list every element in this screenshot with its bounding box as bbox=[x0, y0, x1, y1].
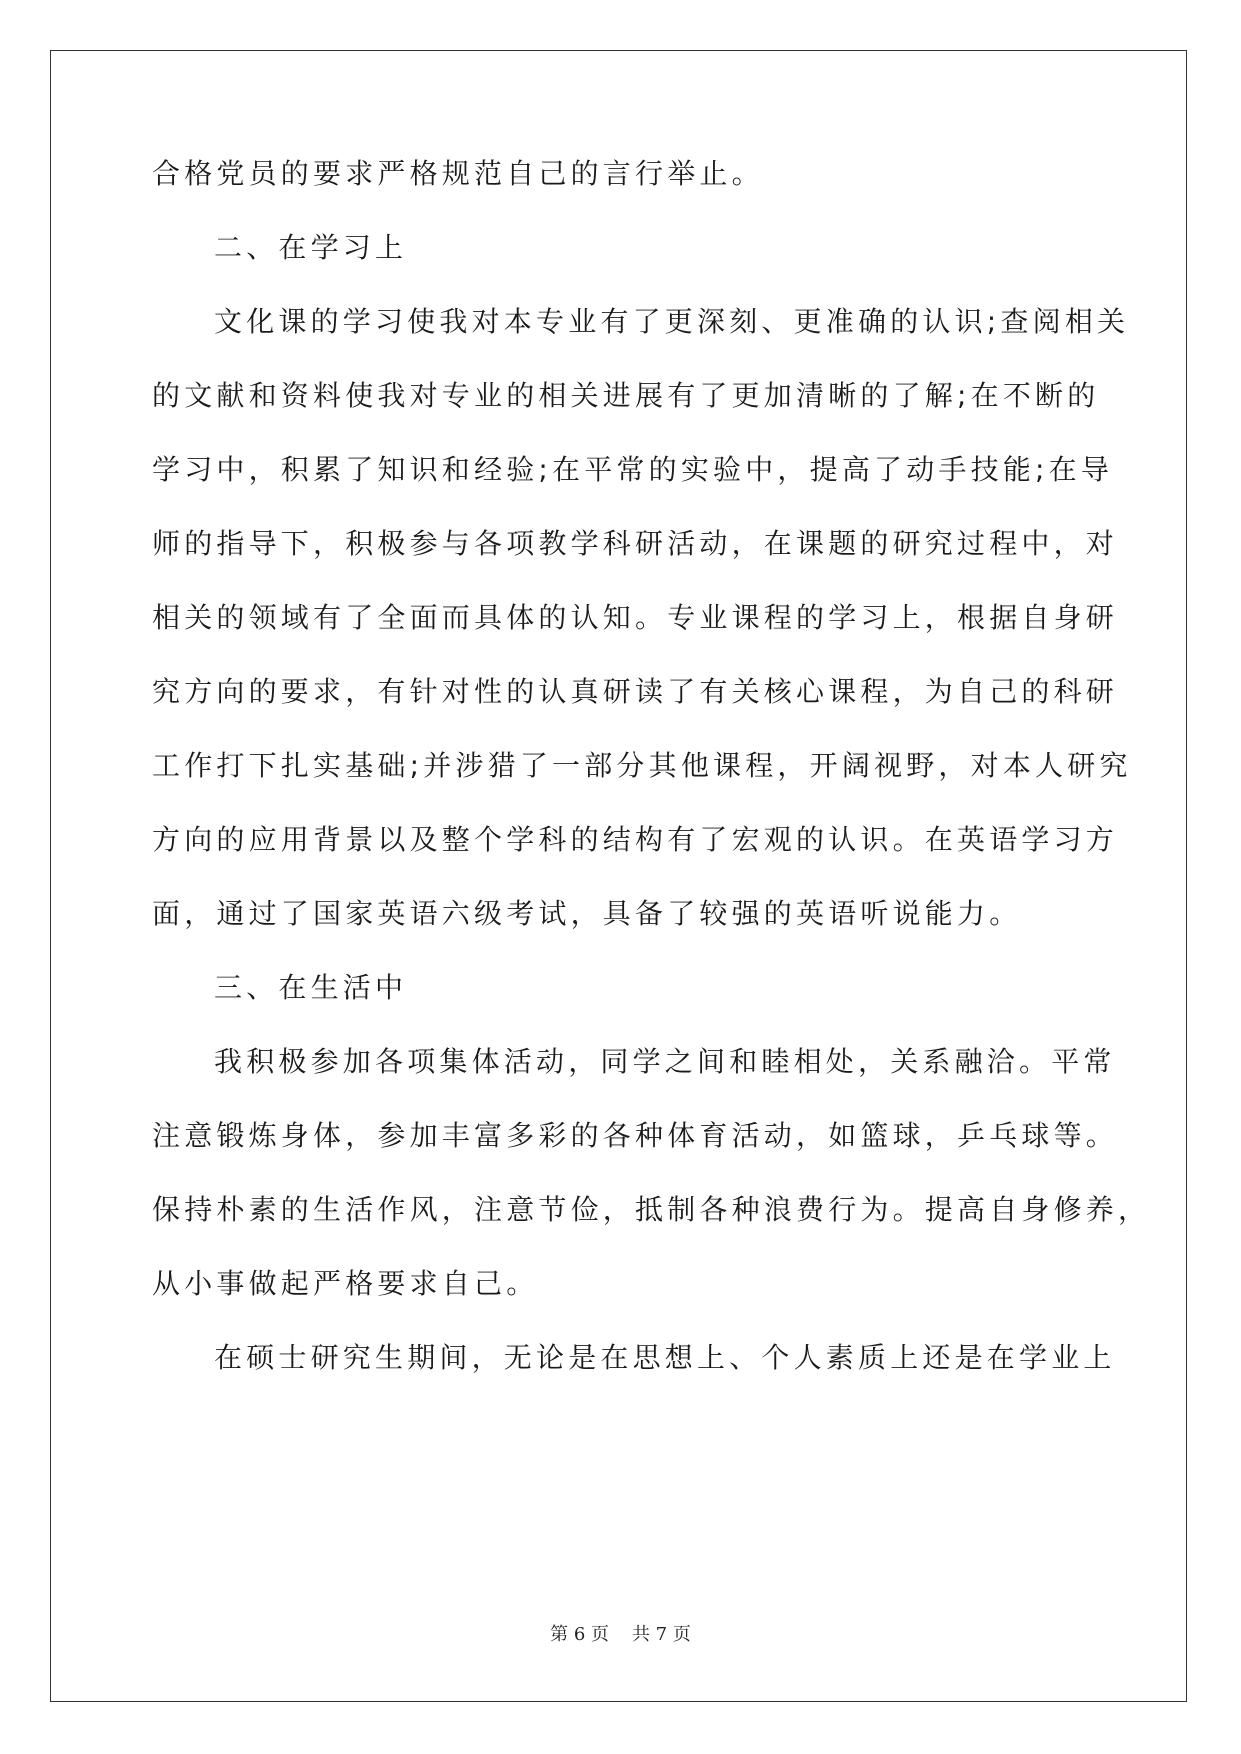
paragraph-line: 在硕士研究生期间，无论是在思想上、个人素质上还是在学业上 bbox=[214, 1341, 1116, 1374]
paragraph-line: 从小事做起严格要求自己。 bbox=[152, 1267, 539, 1300]
paragraph-line: 工作打下扎实基础;并涉猎了一部分其他课程，开阔视野，对本人研究 bbox=[152, 749, 1132, 782]
paragraph-line: 学习中，积累了知识和经验;在平常的实验中，提高了动手技能;在导 bbox=[152, 453, 1114, 486]
page-footer bbox=[0, 1620, 1241, 1646]
paragraph-line: 方向的应用背景以及整个学科的结构有了宏观的认识。在英语学习方 bbox=[152, 823, 1119, 856]
paragraph-line: 注意锻炼身体，参加丰富多彩的各种体育活动，如篮球，乒乓球等。 bbox=[152, 1119, 1119, 1152]
paragraph-line: 面，通过了国家英语六级考试，具备了较强的英语听说能力。 bbox=[152, 897, 1022, 930]
section-heading-study: 二、在学习上 bbox=[214, 231, 408, 264]
paragraph-line: 保持朴素的生活作风，注意节俭，抵制各种浪费行为。提高自身修养， bbox=[152, 1193, 1151, 1226]
paragraph-line: 文化课的学习使我对本专业有了更深刻、更准确的认识;查阅相关 bbox=[214, 305, 1130, 338]
paragraph-line: 我积极参加各项集体活动，同学之间和睦相处，关系融洽。平常 bbox=[214, 1045, 1116, 1078]
text-line: 合格党员的要求严格规范自己的言行举止。 bbox=[152, 157, 764, 190]
section-heading-life: 三、在生活中 bbox=[214, 971, 408, 1004]
paragraph-line: 的文献和资料使我对专业的相关进展有了更加清晰的了解;在不断的 bbox=[152, 379, 1100, 412]
page-number: 第 6 页 共 7 页 bbox=[550, 1624, 691, 1645]
paragraph-line: 相关的领域有了全面而具体的认知。专业课程的学习上，根据自身研 bbox=[152, 601, 1119, 634]
page-border bbox=[50, 50, 1187, 1702]
paragraph-line: 师的指导下，积极参与各项教学科研活动，在课题的研究过程中，对 bbox=[152, 527, 1119, 560]
paragraph-line: 究方向的要求，有针对性的认真研读了有关核心课程，为自己的科研 bbox=[152, 675, 1119, 708]
